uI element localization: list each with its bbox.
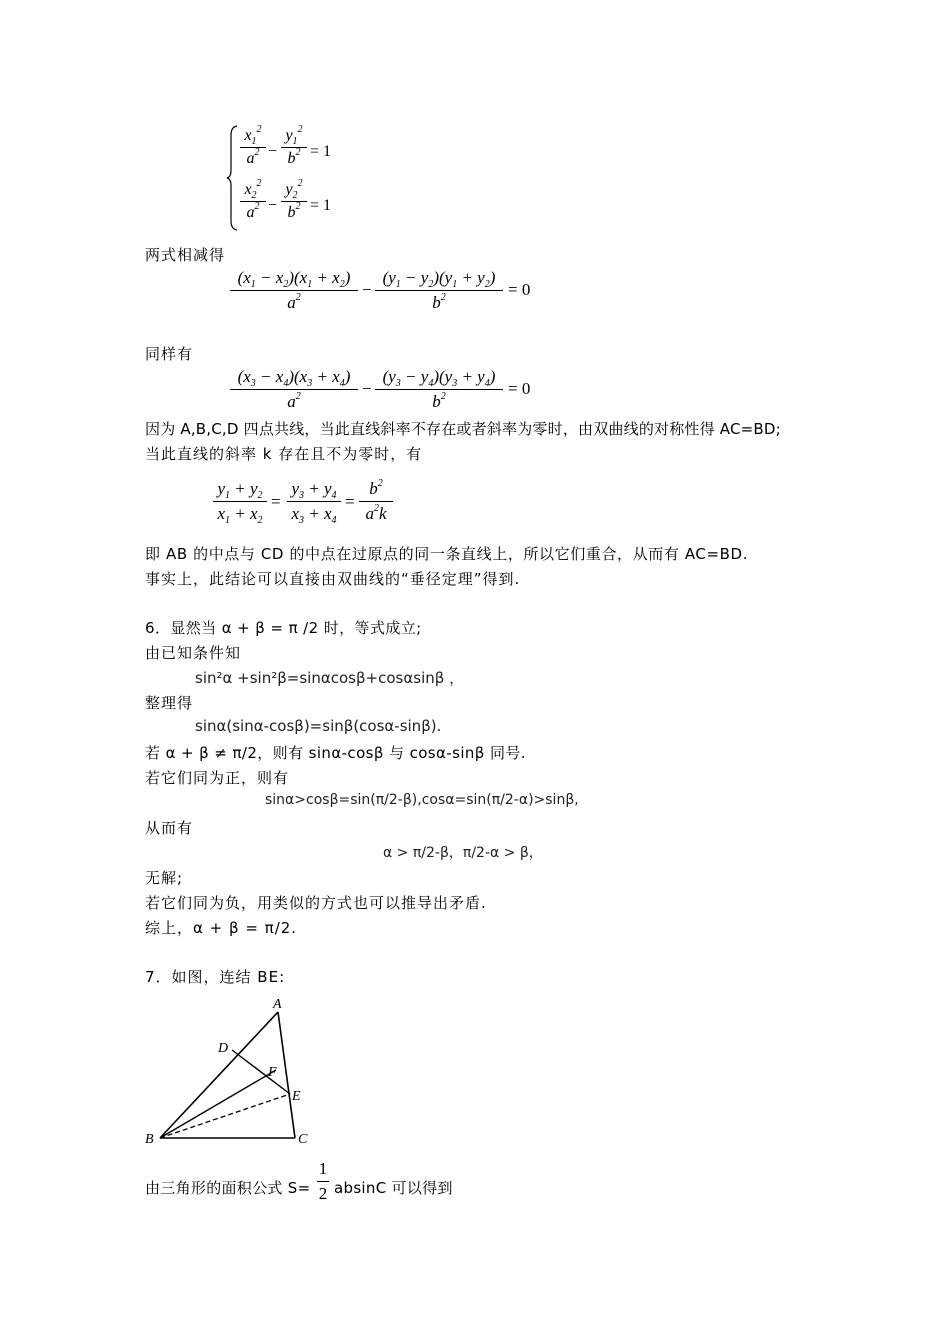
p6-angle-ineq: α > π/2-β，π/2-α > β， <box>383 845 543 861</box>
label-c: C <box>298 1132 308 1147</box>
p6-rearrange: 整理得 <box>145 694 194 712</box>
equals-sign: = <box>345 492 355 511</box>
eq2-rhs: = 0 <box>508 379 531 398</box>
p6-heading: 6．显然当 α + β = π /2 时，等式成立; <box>145 619 422 637</box>
p6-known: 由已知条件知 <box>145 644 242 662</box>
sys1-frac-y2: $y_2^2$ $b^2$ <box>281 181 307 222</box>
equals-sign: = <box>271 492 281 511</box>
p6-no-solution: 无解; <box>145 869 184 887</box>
segment-de <box>232 1050 290 1094</box>
sys1-frac-x1: $x_1^2$ $a^2$ <box>240 127 266 168</box>
p7-area-pre: 由三角形的面积公式 S= <box>145 1179 311 1197</box>
eq1-frac-y: $(y_1 - y_2)(y_1 + y_2)$ $b^2$ <box>375 268 503 313</box>
p6-rearranged-eq: sinα(sinα-cosβ)=sinβ(cosα-sinβ). <box>195 717 442 735</box>
p6-positive-ineq: sinα>cosβ=sin(π/2-β),cosα=sin(π/2-α)>sinβ, <box>265 792 579 808</box>
sys1-line1-rhs: = 1 <box>310 143 332 160</box>
eq3-frac-12: $y_1 + y_2$ $x_1 + x_2$ <box>213 479 267 524</box>
p6-if-positive: 若它们同为正，则有 <box>145 769 290 787</box>
text-collinear: 因为 A,B,C,D 四点共线，当此直线斜率不存在或者斜率为零时，由双曲线的对称性得 AC=BD; <box>145 420 781 438</box>
text-similarly: 同样有 <box>145 345 194 363</box>
eq1-rhs: = 0 <box>508 280 531 299</box>
p6-same-sign: 若 α + β ≠ π/2，则有 sinα-cosβ 与 cosα-sinβ 同号. <box>145 744 526 762</box>
eq3-frac-34: $y_3 + y_4$ $x_3 + x_4$ <box>287 479 341 524</box>
p6-given-eq: sin²α +sin²β=sinαcosβ+cosαsinβ ， <box>195 669 465 687</box>
label-a: A <box>273 997 282 1012</box>
p7-heading: 7．如图，连结 BE: <box>145 968 286 986</box>
p7-area-post: absinC 可以得到 <box>334 1179 453 1197</box>
label-e: E <box>292 1089 301 1104</box>
sys1-line2-rhs: = 1 <box>310 197 332 214</box>
p6-if-negative: 若它们同为负，用类似的方式也可以推导出矛盾. <box>145 894 487 912</box>
sys1-frac-x2: $x_2^2$ $a^2$ <box>240 181 266 222</box>
side-ba <box>160 1012 278 1138</box>
left-brace <box>226 125 238 231</box>
minus-sign: − <box>362 280 372 299</box>
eq1-frac-x: $(x_1 - x_2)(x_1 + x_2)$ $a^2$ <box>230 268 358 313</box>
triangle-figure <box>140 990 320 1150</box>
eq2-frac-y: $(y_3 - y_4)(y_3 + y_4)$ $b^2$ <box>375 367 503 412</box>
sys1-frac-y1: $y_1^2$ $b^2$ <box>281 127 307 168</box>
text-in-fact: 事实上，此结论可以直接由双曲线的“垂径定理”得到. <box>145 570 521 588</box>
minus-sign: − <box>268 143 278 160</box>
minus-sign: − <box>362 379 372 398</box>
eq2-frac-x: $(x_3 - x_4)(x_3 + x_4)$ $a^2$ <box>230 367 358 412</box>
half-fraction: 1 2 <box>318 1159 328 1203</box>
minus-sign: − <box>268 197 278 214</box>
label-b: B <box>145 1132 154 1147</box>
text-subtract: 两式相减得 <box>145 246 226 264</box>
label-d: D <box>218 1041 229 1056</box>
p6-thus: 从而有 <box>145 819 194 837</box>
text-midpoints: 即 AB 的中点与 CD 的中点在过原点的同一条直线上，所以它们重合，从而有 AC=BD. <box>145 545 749 563</box>
eq3-frac-b2: $b^2$ $a^2k$ <box>359 479 393 524</box>
side-ac <box>278 1012 295 1138</box>
text-slope-exists: 当此直线的斜率 k 存在且不为零时，有 <box>145 445 423 463</box>
label-f: F <box>268 1065 277 1080</box>
p6-conclusion: 综上，α + β = π/2. <box>145 919 298 937</box>
